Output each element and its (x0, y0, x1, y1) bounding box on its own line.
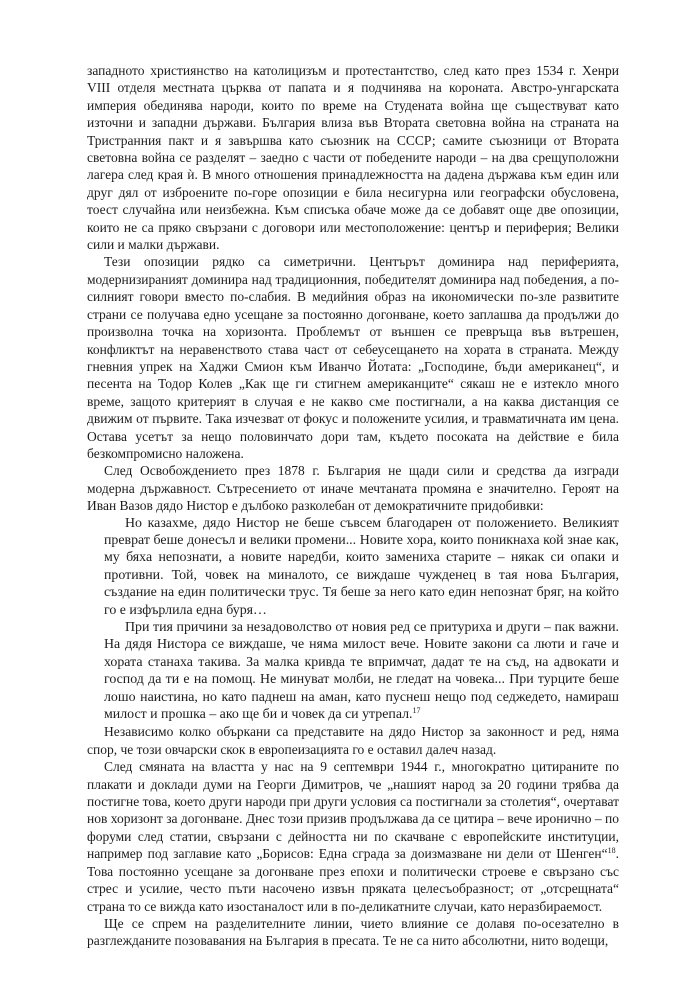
block-quote (87, 515, 619, 724)
paragraph-3: След Освобождението през 1878 г. България не щади сили и средства да изгради модерна държавност. Сътресението от иначе мечтаната промяна е значително. Героят на Иван Вазов дядо Нистор е дълбоко разколебан от демократичните придобивки: (87, 463, 619, 514)
paragraph-1: западното християнство на католицизъм и протестантство, след като през 1534 г. Хенри VIII отделя местната църква от папата и я подчинява на короната. Австро-унгарската империя обединява народи, които по време на Студената война ще съществуват като източни и западни държави. България влиза във Втората световна война на страната на Тристранния пакт и я завършва като съюзник на СССР; самите съюзници от Втората световна война се разделят – заедно с части от победените народи – на два срещуположни лагера след края ѝ. В много отношения принадлежността на дадена държава към един или друг дял от изброените по-горе опозиции е била несигурна или географски обусловена, тоест случайна или неизбежна. Към списъка обаче може да се добавят още две опозиции, които не са пряко свързани с договори или местоположение: център и периферия; Велики сили и малки държави. (87, 63, 619, 253)
paragraph-5 (87, 758, 619, 915)
footnote-ref-17: 17 (412, 706, 421, 716)
paragraph-6: Ще се спрем на разделителните линии, чието влияние се долавя по-осезателно в разглежданите позовавания на България в пресата. Те не са нито абсолютни, нито водещи, (87, 915, 619, 949)
document-page (87, 62, 619, 950)
paragraph-5-text-before: След смяната на властта у нас на 9 септември 1944 г., многократно цитираните по плакати и доклади думи на Георги Димитров, че „нашият народ за 20 години трябва да постигне това, което други народи при други условия са постигнали за столетия“, очертават нов хоризонт за догонване. Днес този призив продължава да се цитира – вече иронично – по форуми след статии, свързани с дейността ни по скачване с европейските институции, например под заглавие като „Борисов: Една сграда за доизмазване ни дели от Шенген“ (87, 759, 619, 862)
paragraph-2: Тези опозиции рядко са симетрични. Центърът доминира над периферията, модернизираният доминира над традиционния, победителят доминира над победения, а по-силният говори вместо по-слабия. В медийния образ на икономически по-зле развитите страни се получава едно усещане за постоянно догонване, което заплашва да продължи до произволна точка на хоризонта. Проблемът от външен се превръща във вътрешен, конфликтът на неравенството става част от себеусещането на хората в страната. Между гневния упрек на Хаджи Смион към Иванчо Йотата: „Господине, бъди американец“, и песента на Тодор Колев „Как ще ги стигнем американците“ сякаш не е изтекло много време, защото критерият в случая е не какво сме постигнали, а на каква дистанция се движим от първите. Така изчезват от фокус и положените усилия, и травматичната им цена. Остава усетът за нещо половинчато дори там, където посоката на действие е била безкомпромисно наложена. (87, 254, 619, 461)
paragraph-4: Независимо колко объркани са представите на дядо Нистор за законност и ред, няма спор, че този овчарски скок в европеизацията го е оставил далеч назад. (87, 724, 619, 757)
quote-paragraph-2-text: При тия причини за незадоволство от новия ред се притуриха и други – пак важни. На дядя Нистора се виждаше, че няма милост вече. Новите закони са люти и гаче и хората станаха такива. За малка кривда те впримчат, дадат те на съд, на адвокати и господ да ти е на помощ. Не минуват молби, не гледат на човека... При турците беше лошо наистина, но като паднеш на аман, като пуснеш нещо под седжедето, намираш милост и прошка – ако ще би и човек да си утрепал. (104, 620, 619, 723)
paragraph-5-text-after: . Това постоянно усещане за догонване през епохи и политически строеве е свързано със стрес и усилие, често пъти насочено извън пряката целесъобразност; от „отсрещната“ страна то се вижда като изостаналост или в по-деликатните случаи, като неразбираемост. (87, 846, 619, 914)
quote-paragraph-1: Но казахме, дядо Нистор не беше съвсем благодарен от положението. Великият преврат беше донесъл и велики промени... Новите хора, които поникнаха кой знае как, му бяха непознати, а новите наредби, които замениха старите – някак си опаки и противни. Той, човек на миналото, се виждаше чужденец в тая нова България, създание на един политически трус. Тя беше за него като един непознат бряг, на който го е изфърлила една буря… (104, 515, 619, 618)
quote-paragraph-2 (104, 619, 619, 723)
footnote-ref-18: 18 (607, 846, 616, 856)
